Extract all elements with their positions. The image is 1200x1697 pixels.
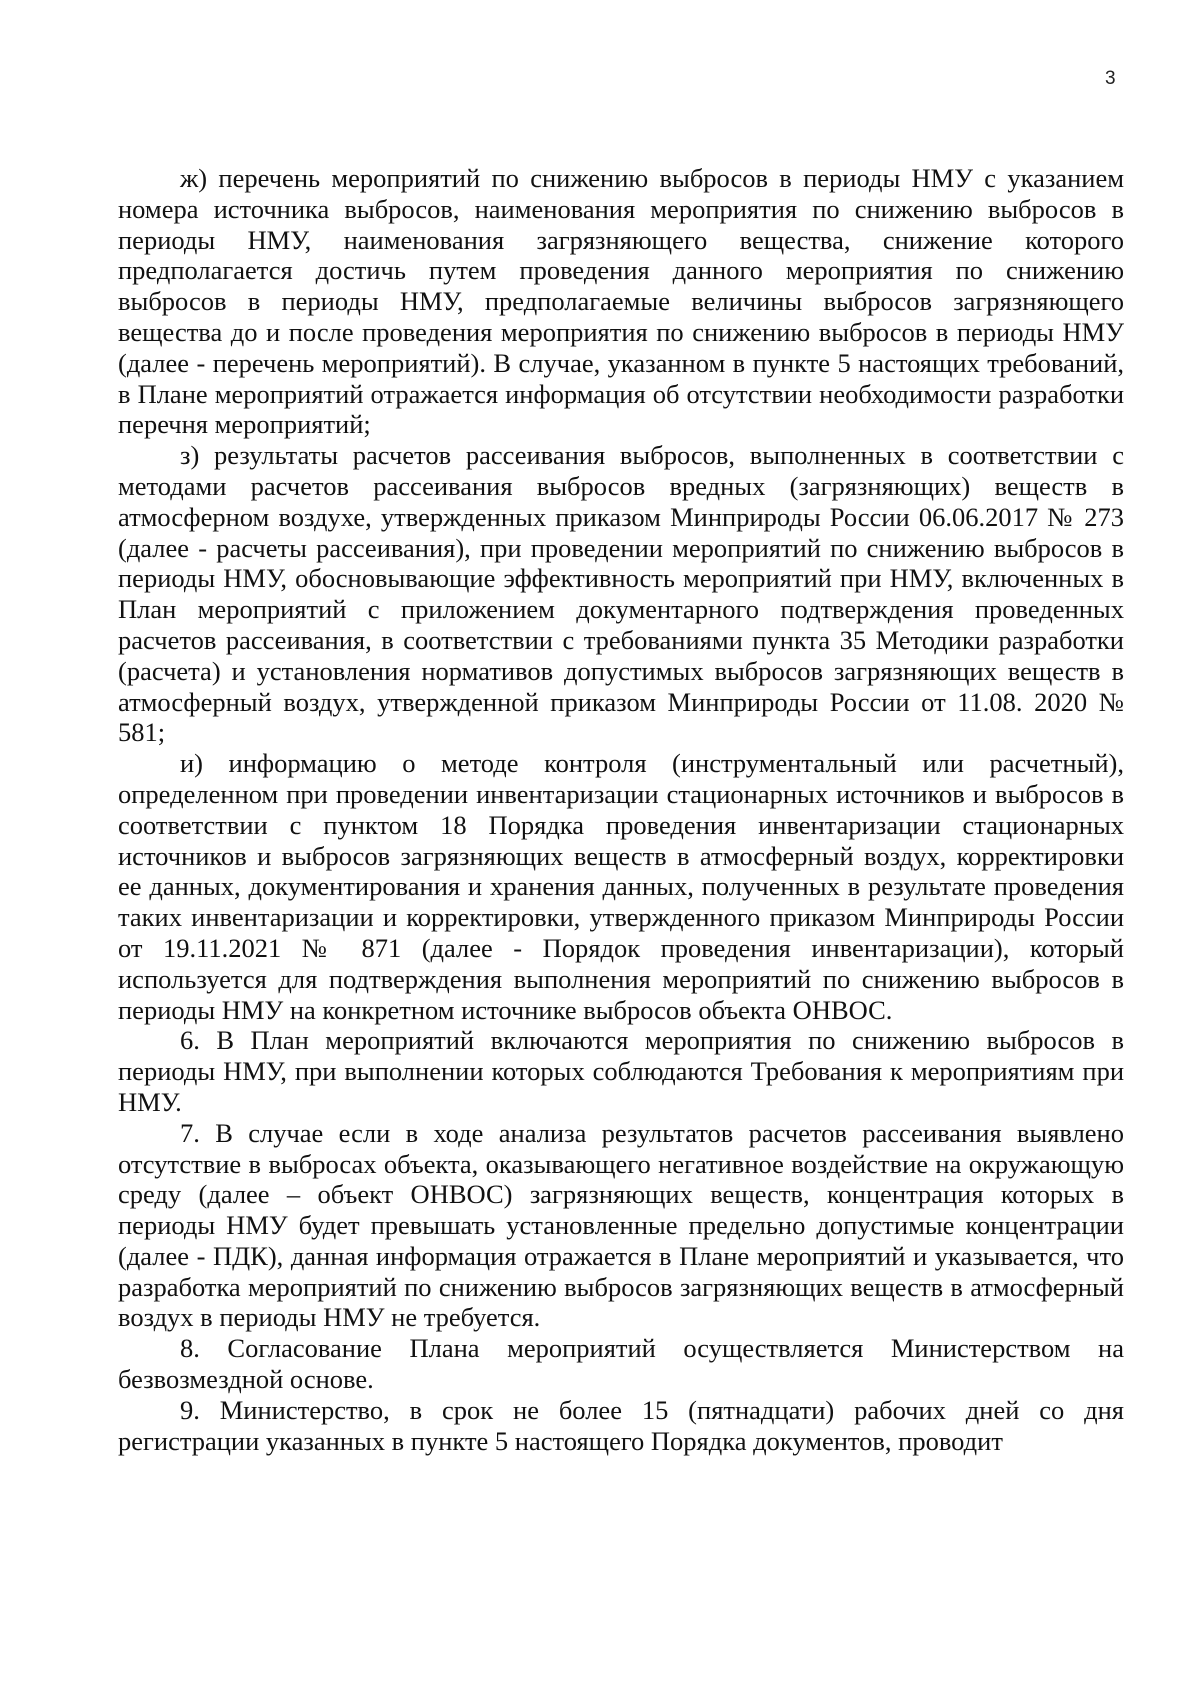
paragraph-9: 9. Министерство, в срок не более 15 (пятнадцати) рабочих дней со дня регистрации указанных в пункте 5 настоящего Порядка документов, проводит <box>118 1394 1124 1456</box>
paragraph-zh: ж) перечень мероприятий по снижению выбросов в периоды НМУ с указанием номера источника выбросов, наименования мероприятия по снижению выбросов в периоды НМУ, наименования загрязняющего вещества, снижение которого предполагается достичь путем проведения данного мероприятия по снижению выбросов в периоды НМУ, предполагаемые величины выбросов загрязняющего вещества до и после проведения мероприятия по снижению выбросов в периоды НМУ (далее - перечень мероприятий). В случае, указанном в пункте 5 настоящих требований, в Плане мероприятий отражается информация об отсутствии необходимости разработки перечня мероприятий; <box>118 163 1124 440</box>
paragraph-8: 8. Согласование Плана мероприятий осуществляется Министерством на безвозмездной основе. <box>118 1333 1124 1395</box>
paragraph-i: и) информацию о методе контроля (инструментальный или расчетный), определенном при проведении инвентаризации стационарных источников и выбросов в соответствии с пунктом 18 Порядка проведения инвентаризации стационарных источников и выбросов загрязняющих веществ в атмосферный воздух, корректировки ее данных, документирования и хранения данных, полученных в результате проведения таких инвентаризации и корректировки, утвержденного приказом Минприроды России от 19.11.2021 № 871 (далее - Порядок проведения инвентаризации), который используется для подтверждения выполнения мероприятий по снижению выбросов в периоды НМУ на конкретном источнике выбросов объекта ОНВОС. <box>118 748 1124 1025</box>
document-body <box>118 163 1124 1456</box>
paragraph-7: 7. В случае если в ходе анализа результатов расчетов рассеивания выявлено отсутствие в выбросах объекта, оказывающего негативное воздействие на окружающую среду (далее – объект ОНВОС) загрязняющих веществ, концентрация которых в периоды НМУ будет превышать установленные предельно допустимые концентрации (далее - ПДК), данная информация отражается в Плане мероприятий и указывается, что разработка мероприятий по снижению выбросов загрязняющих веществ в атмосферный воздух в периоды НМУ не требуется. <box>118 1117 1124 1333</box>
paragraph-z: з) результаты расчетов рассеивания выбросов, выполненных в соответствии с методами расчетов рассеивания выбросов вредных (загрязняющих) веществ в атмосферном воздухе, утвержденных приказом Минприроды России 06.06.2017 № 273 (далее - расчеты рассеивания), при проведении мероприятий по снижению выбросов в периоды НМУ, обосновывающие эффективность мероприятий при НМУ, включенных в План мероприятий с приложением документарного подтверждения проведенных расчетов рассеивания, в соответствии с требованиями пункта 35 Методики разработки (расчета) и установления нормативов допустимых выбросов загрязняющих веществ в атмосферный воздух, утвержденной приказом Минприроды России от 11.08. 2020 № 581; <box>118 440 1124 748</box>
paragraph-6: 6. В План мероприятий включаются мероприятия по снижению выбросов в периоды НМУ, при выполнении которых соблюдаются Требования к мероприятиям при НМУ. <box>118 1025 1124 1117</box>
page-number: 3 <box>1105 68 1116 89</box>
